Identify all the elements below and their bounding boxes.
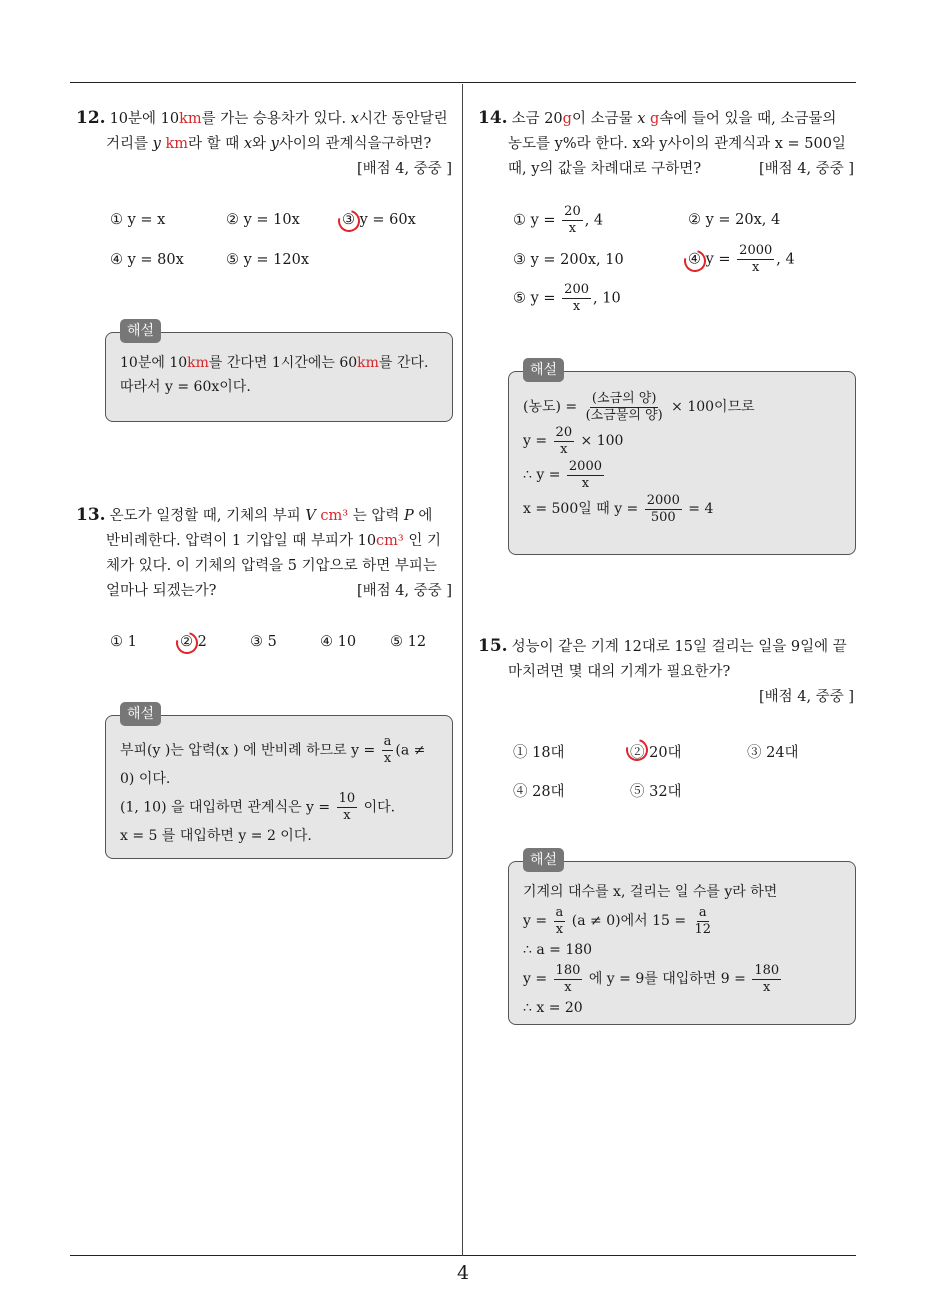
option-5[interactable]: ⑤ y = $\frac{200}{x}$ , 10 — [513, 282, 621, 314]
option-4[interactable]: ④ 10 — [320, 634, 357, 650]
fraction: $\frac{\text{(소금의 양)}}{\text{(소금물의 양)}}$ — [585, 390, 663, 423]
answer-mark-circle — [172, 628, 202, 658]
option-3[interactable]: ③ y = 200x, 10 — [513, 252, 624, 268]
fraction: $\frac{20}{x}$ — [555, 424, 573, 457]
question-15: 15. 성능이 같은 기계 12대로 15일 걸리는 일을 9일에 끝 마치려면 몇 대의 기계가 필요한가? [배점 4, 중중 ] — [478, 634, 854, 710]
option-3[interactable]: ③ y = 60x — [342, 212, 416, 228]
score-label: [배점 4, 중중 ] — [758, 689, 854, 705]
solution-box: 해설 부피(y )는 압력(x ) 에 반비례 하므로 y = $\frac{a}{x}$ (a ≠ 0) 이다. (1, 10) 을 대입하면 관계식은 y = $\frac{10}{x}$ 이다. x = 5 를 대입하면 y = 2 이다. — [105, 715, 453, 859]
solution-box: 해설 10분에 10km를 간다면 1시간에는 60km를 간다. 따라서 y = 60x이다. — [105, 332, 453, 422]
score-label: [배점 4, 중중 ] — [356, 161, 452, 177]
question-14: 14. 소금 20g이 소금물 x g속에 들어 있을 때, 소금물의 농도를 y%라 한다. x와 y사이의 관계식과 x = 500일 때, y의 값을 차례대로 구하면? [배점 4, 중중 ] — [478, 106, 854, 182]
option-5[interactable]: ⑤ y = 120x — [226, 252, 310, 268]
option-1[interactable]: ① 18대 — [513, 745, 565, 761]
solution-tag: 해설 — [120, 319, 161, 343]
score-label: [배점 4, 중중 ] — [758, 161, 854, 177]
column-divider — [462, 84, 463, 1256]
question-number: 15. — [478, 636, 508, 656]
option-2[interactable]: ② 20대 — [630, 745, 682, 761]
question-number: 12. — [76, 108, 106, 128]
option-3[interactable]: ③ 5 — [250, 634, 277, 650]
bottom-rule — [70, 1255, 856, 1256]
question-13: 13. 온도가 일정할 때, 기체의 부피 V cm³ 는 압력 P 에 반비례한다. 압력이 1 기압일 때 부피가 10cm³ 인 기 체가 있다. 이 기체의 압력을 5 기압으로 하면 부피는 얼마나 되겠는가? [배점 4, 중중 ] — [76, 503, 452, 604]
solution-tag: 해설 — [523, 848, 564, 872]
option-5[interactable]: ⑤ 32대 — [630, 784, 682, 800]
option-2[interactable]: ② y = 10x — [226, 212, 300, 228]
question-12: 12. 10분에 10km를 가는 승용차가 있다. x시간 동안달린 거리를 y km라 할 때 x와 y사이의 관계식을구하면? [배점 4, 중중 ] — [76, 106, 452, 182]
option-3[interactable]: ③ 24대 — [747, 745, 799, 761]
fraction: $\frac{180}{x}$ — [555, 962, 581, 995]
question-number: 13. — [76, 505, 106, 525]
answer-mark-circle — [334, 206, 364, 236]
option-5[interactable]: ⑤ 12 — [390, 634, 427, 650]
top-rule — [70, 82, 856, 83]
option-1[interactable]: ① y = x — [110, 212, 166, 228]
solution-tag: 해설 — [120, 702, 161, 726]
option-2[interactable]: ② 2 — [180, 634, 207, 650]
option-4[interactable]: ④ y = $\frac{2000}{x}$ , 4 — [688, 243, 795, 275]
page-number: 4 — [456, 1262, 470, 1284]
option-4[interactable]: ④ y = 80x — [110, 252, 184, 268]
option-2[interactable]: ② y = 20x, 4 — [688, 212, 781, 228]
fraction: $\frac{2000}{x}$ — [568, 458, 602, 491]
solution-box: 해설 기계의 대수를 x, 걸리는 일 수를 y라 하면 y = $\frac{a}{x}$ (a ≠ 0)에서 15 = $\frac{a}{12}$ ∴ a = 180 y = $\frac{180}{x}$ 에 y = 9를 대입하면 9 = $\frac{180}{x}$ ∴ x = 20 — [508, 861, 856, 1025]
fraction: $\frac{a}{x}$ — [383, 734, 392, 766]
fraction: $\frac{10}{x}$ — [338, 791, 356, 823]
option-4[interactable]: ④ 28대 — [513, 784, 565, 800]
fraction: $\frac{a}{x}$ — [555, 904, 564, 937]
score-label: [배점 4, 중중 ] — [356, 583, 452, 599]
solution-tag: 해설 — [523, 358, 564, 382]
option-1[interactable]: ① y = $\frac{20}{x}$ , 4 — [513, 204, 604, 236]
question-number: 14. — [478, 108, 508, 128]
fraction: $\frac{a}{12}$ — [694, 904, 712, 937]
fraction: $\frac{180}{x}$ — [754, 962, 780, 995]
fraction: $\frac{2000}{500}$ — [646, 492, 680, 525]
option-1[interactable]: ① 1 — [110, 634, 137, 650]
solution-box: 해설 (농도) = $\frac{\text{(소금의 양)}}{\text{(소금물의 양)}}$ × 100이므로 y = $\frac{20}{x}$ × 100 ∴ y = $\frac{2000}{x}$ x = 500일 때 y = $\frac{2000}{500}$ = 4 — [508, 371, 856, 555]
